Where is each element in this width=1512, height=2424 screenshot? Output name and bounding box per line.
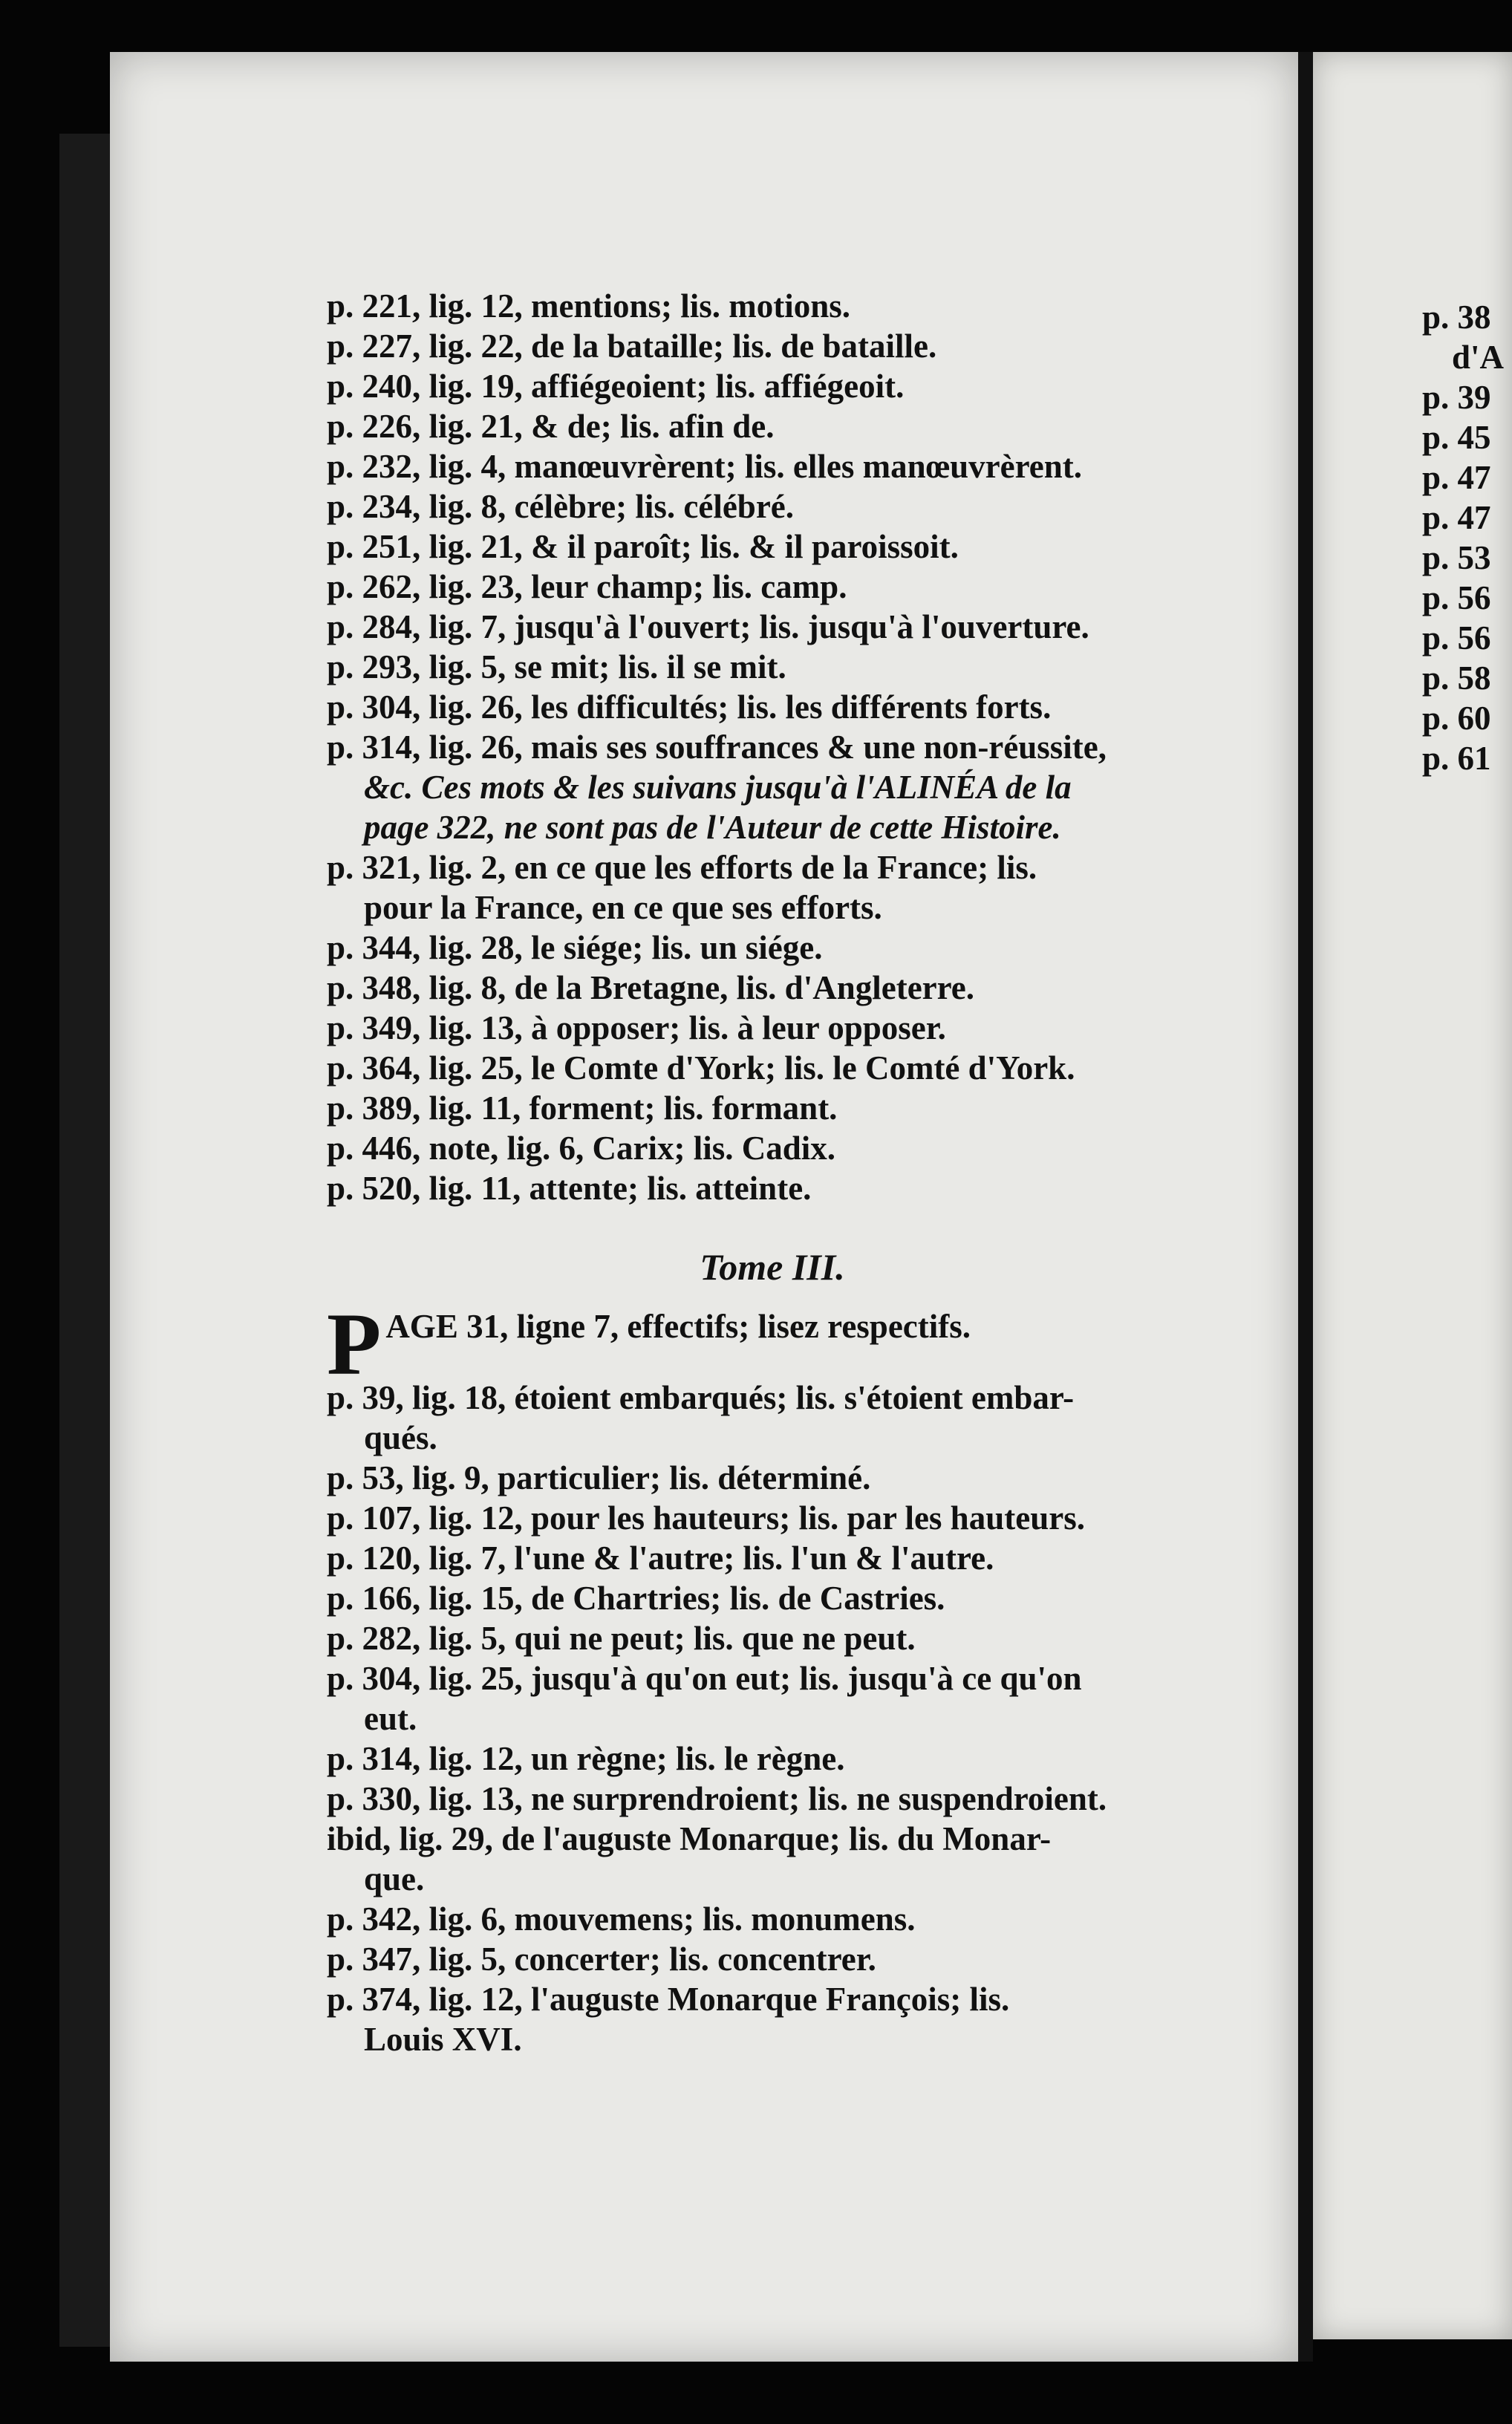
errata-line: &c. Ces mots & les suivans jusqu'à l'ALINÉA de la	[364, 769, 1072, 806]
errata-line: p. 446, note, lig. 6, Carix; lis. Cadix.	[327, 1130, 836, 1167]
errata-line: Louis XVI.	[364, 2021, 522, 2058]
right-page-line: p. 58	[1422, 659, 1491, 697]
errata-line: p. 347, lig. 5, concerter; lis. concentrer.	[327, 1941, 876, 1978]
errata-line: ibid, lig. 29, de l'auguste Monarque; lis. du Monar-	[327, 1820, 1052, 1857]
right-page-line: p. 60	[1422, 700, 1491, 737]
errata-line: p. 348, lig. 8, de la Bretagne, lis. d'Angleterre.	[327, 969, 975, 1006]
errata-line: p. 304, lig. 25, jusqu'à qu'on eut; lis. jusqu'à ce qu'on	[327, 1660, 1082, 1697]
right-page-text	[1422, 297, 1512, 778]
errata-line: p. 226, lig. 21, & de; lis. afin de.	[327, 408, 775, 445]
errata-line: page 322, ne sont pas de l'Auteur de cette Histoire.	[364, 809, 1061, 846]
errata-line: p. 364, lig. 25, le Comte d'York; lis. le Comté d'York.	[327, 1049, 1075, 1086]
right-page-line: p. 47	[1422, 459, 1491, 496]
errata-line: p. 520, lig. 11, attente; lis. atteinte.	[327, 1170, 812, 1207]
errata-line: p. 314, lig. 26, mais ses souffrances & une non-réussite,	[327, 729, 1107, 766]
errata-first-line-text: AGE 31, ligne 7, effectifs; lisez respectifs.	[385, 1308, 971, 1345]
errata-line: p. 166, lig. 15, de Chartries; lis. de Castries.	[327, 1580, 945, 1617]
errata-line: p. 282, lig. 5, qui ne peut; lis. que ne peut.	[327, 1620, 916, 1657]
right-page-line: p. 53	[1422, 539, 1491, 576]
errata-line: p. 234, lig. 8, célèbre; lis. célébré.	[327, 488, 795, 525]
right-page-line: p. 56	[1422, 579, 1491, 616]
errata-line: p. 262, lig. 23, leur champ; lis. camp.	[327, 568, 847, 605]
errata-line: p. 53, lig. 9, particulier; lis. déterminé.	[327, 1459, 871, 1496]
errata-line: p. 251, lig. 21, & il paroît; lis. & il paroissoit.	[327, 528, 959, 565]
errata-line: p. 321, lig. 2, en ce que les efforts de la France; lis.	[327, 849, 1037, 886]
errata-line: qués.	[364, 1419, 437, 1456]
errata-first-line	[327, 1294, 1218, 1393]
right-page-line: p. 39	[1422, 379, 1491, 416]
errata-line: que.	[364, 1860, 425, 1897]
errata-text	[327, 286, 1218, 2059]
errata-line: p. 330, lig. 13, ne surprendroient; lis. ne suspendroient.	[327, 1780, 1107, 1817]
section-title: Tome III.	[700, 1246, 845, 1288]
errata-line: p. 349, lig. 13, à opposer; lis. à leur opposer.	[327, 1009, 946, 1046]
errata-line: p. 293, lig. 5, se mit; lis. il se mit.	[327, 648, 786, 685]
errata-list-tome-3	[327, 1294, 1218, 2059]
errata-line: p. 39, lig. 18, étoient embarqués; lis. s'étoient embar-	[327, 1379, 1075, 1416]
errata-line: p. 221, lig. 12, mentions; lis. motions.	[327, 287, 851, 325]
errata-line: p. 284, lig. 7, jusqu'à l'ouvert; lis. jusqu'à l'ouverture.	[327, 608, 1089, 645]
errata-line: p. 344, lig. 28, le siége; lis. un siége.	[327, 929, 823, 966]
errata-line: p. 314, lig. 12, un règne; lis. le règne.	[327, 1740, 845, 1777]
right-page-line: p. 56	[1422, 619, 1491, 656]
errata-line: p. 304, lig. 26, les difficultés; lis. les différents forts.	[327, 688, 1052, 726]
right-page-line: p. 61	[1422, 740, 1491, 777]
errata-line: p. 374, lig. 12, l'auguste Monarque François; lis.	[327, 1981, 1010, 2018]
errata-line: p. 232, lig. 4, manœuvrèrent; lis. elles manœuvrèrent.	[327, 448, 1083, 485]
errata-line: pour la France, en ce que ses efforts.	[364, 889, 882, 926]
errata-list-tome-2	[327, 286, 1218, 1208]
errata-line: p. 389, lig. 11, forment; lis. formant.	[327, 1089, 838, 1127]
gutter	[1298, 52, 1313, 2362]
errata-line: p. 120, lig. 7, l'une & l'autre; lis. l'un & l'autre.	[327, 1540, 994, 1577]
right-page-line: p. 45	[1422, 419, 1491, 456]
right-page-line: p. 38	[1422, 299, 1491, 336]
errata-line: p. 342, lig. 6, mouvemens; lis. monumens.	[327, 1900, 916, 1938]
errata-line: p. 240, lig. 19, affiégeoient; lis. affiégeoit.	[327, 368, 905, 405]
errata-line: p. 107, lig. 12, pour les hauteurs; lis. par les hauteurs.	[327, 1499, 1085, 1537]
errata-line: p. 227, lig. 22, de la bataille; lis. de bataille.	[327, 328, 937, 365]
right-page-line: p. 47	[1422, 499, 1491, 536]
drop-cap: P	[327, 1294, 382, 1393]
right-page-line: d'A	[1452, 339, 1505, 376]
errata-line: eut.	[364, 1700, 417, 1737]
